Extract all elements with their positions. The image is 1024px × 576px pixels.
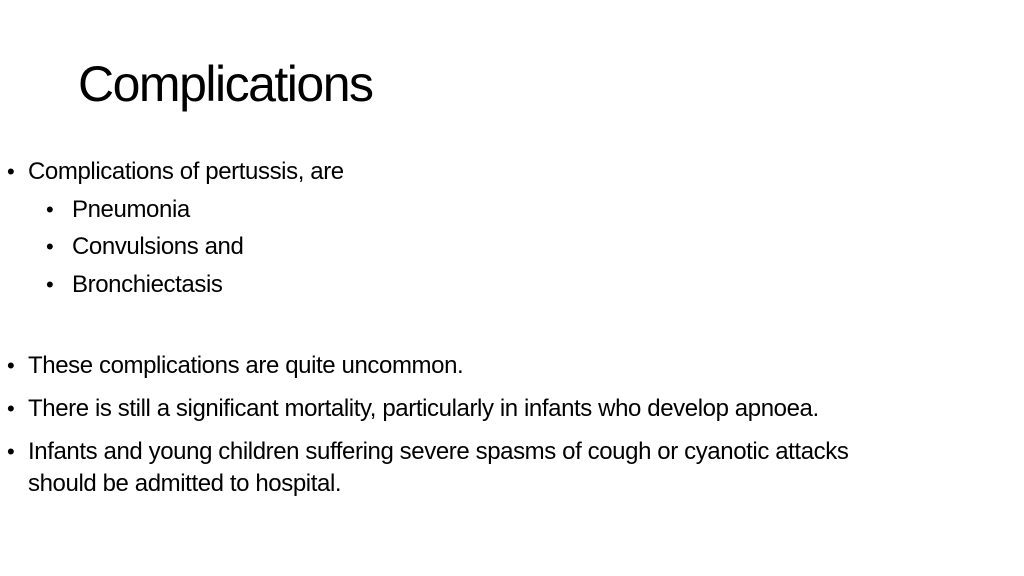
bullet-icon: • (7, 353, 15, 378)
bullet-intro: Complications of pertussis, are (28, 158, 344, 185)
bullet-icon: • (46, 272, 54, 297)
bullet-icon: • (7, 396, 15, 421)
point-mortality: There is still a significant mortality, particularly in infants who develop apnoea. (28, 395, 819, 422)
bullet-icon: • (46, 197, 54, 222)
point-uncommon: These complications are quite uncommon. (28, 352, 464, 379)
point-infants-line1: Infants and young children suffering severe spasms of cough or cyanotic attacks (28, 438, 849, 465)
bullet-icon: • (46, 234, 54, 259)
bullet-icon: • (7, 159, 15, 184)
point-infants-line2: should be admitted to hospital. (28, 470, 342, 497)
subitem-convulsions: Convulsions and (72, 233, 244, 260)
slide-title: Complications (78, 56, 373, 112)
subitem-bronchiectasis: Bronchiectasis (72, 271, 223, 298)
bullet-icon: • (7, 439, 15, 464)
subitem-pneumonia: Pneumonia (72, 196, 190, 223)
